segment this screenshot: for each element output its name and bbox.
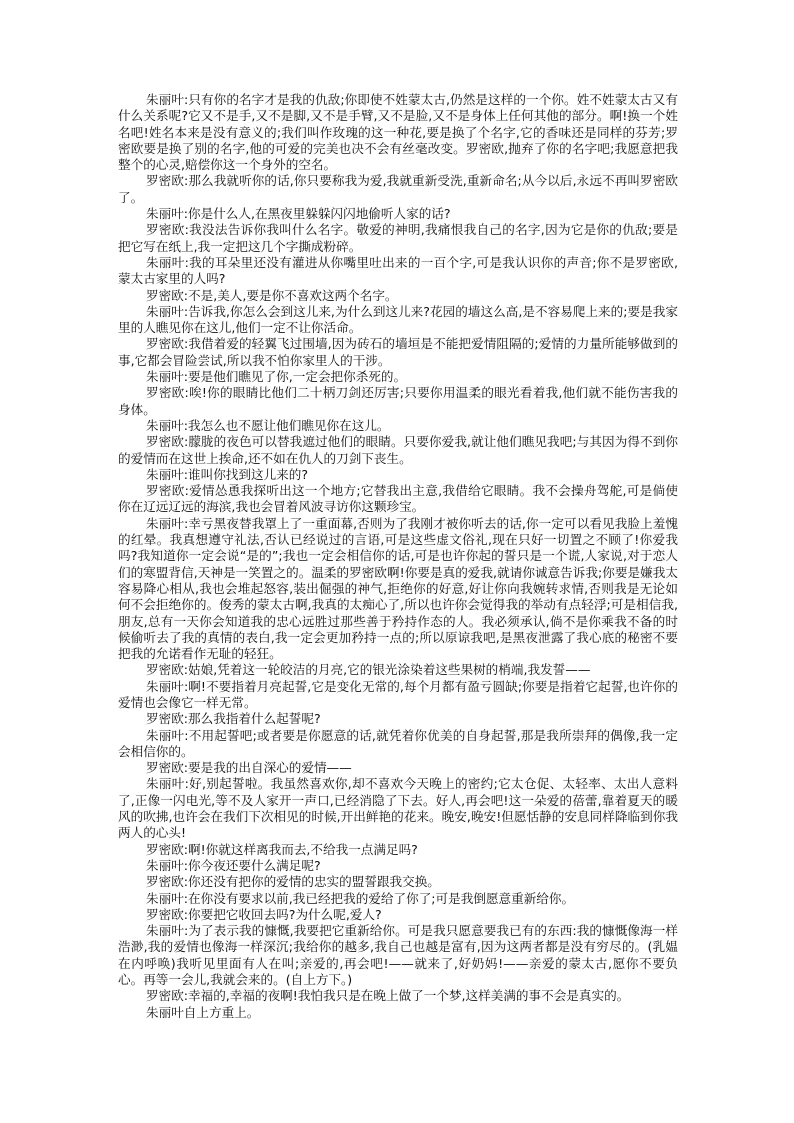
paragraph: 朱丽叶:我的耳朵里还没有灌进从你嘴里吐出来的一百个字,可是我认识你的声音;你不是罗密欧,蒙太古家里的人吗? <box>118 254 678 287</box>
paragraph: 罗密欧:你要把它收回去吗?为什么呢,爱人? <box>146 906 382 922</box>
paragraph: 朱丽叶:在你没有要求以前,我已经把我的爱给了你了;可是我倒愿意重新给你。 <box>146 890 575 906</box>
paragraph: 朱丽叶自上方重上。 <box>146 1004 260 1020</box>
paragraph: 朱丽叶:要是他们瞧见了你,一定会把你杀死的。 <box>146 369 407 385</box>
paragraph: 罗密欧:朦胧的夜色可以替我遮过他们的眼睛。只要你爱我,就让他们瞧见我吧;与其因为得不到你的爱情而在这世上挨命,还不如在仇人的刀剑下丧生。 <box>118 434 678 466</box>
paragraph: 朱丽叶:你是什么人,在黑夜里躲躲闪闪地偷听人家的话? <box>146 206 451 222</box>
document-page <box>118 92 678 1021</box>
paragraph: 罗密欧:啊!你就这样离我而去,不给我一点满足吗? <box>146 841 418 857</box>
paragraph: 朱丽叶:幸亏黑夜替我罩上了一重面幕,否则为了我刚才被你听去的话,你一定可以看见我脸上羞愧的红晕。我真想遵守礼法,否认已经说过的言语,可是这些虚文俗礼,现在只好一切置之不顾了!你爱我吗?我知道你一定会说“是的”;我也一定会相信你的话,可是也许你起的誓只是一个谎,人家说,对于恋人们的寒盟背信,天神是一笑置之的。温柔的罗密欧啊!你要是真的爱我,就请你诚意告诉我;你要是嫌我太容易降心相从,我也会堆起怒容,装出倔强的神气,拒绝你的好意,好让你向我婉转求情,否则我是无论如何不会拒绝你的。俊秀的蒙太古啊,我真的太痴心了,所以也许你会觉得我的举动有点轻浮;可是相信我,朋友,总有一天你会知道我的忠心远胜过那些善于矜持作态的人。我必须承认,倘不是你乘我不备的时候偷听去了我的真情的表白,我一定会更加矜持一点的;所以原谅我吧,是黑夜泄露了我心底的秘密不要把我的允诺看作无耻的轻狂。 <box>118 515 678 662</box>
paragraph: 罗密欧:我没法告诉你我叫什么名字。敬爱的神明,我痛恨我自己的名字,因为它是你的仇敌;要是把它写在纸上,我一定把这几个字撕成粉碎。 <box>118 222 678 254</box>
paragraph: 朱丽叶:我怎么也不愿让他们瞧见你在这儿。 <box>146 417 390 433</box>
paragraph: 罗密欧:姑娘,凭着这一轮皎洁的月亮,它的银光涂染着这些果树的梢端,我发誓—— <box>146 662 591 678</box>
paragraph: 朱丽叶:告诉我,你怎么会到这儿来,为什么到这儿来?花园的墙这么高,是不容易爬上来的;要是我家里的人瞧见你在这儿,他们一定不让你活命。 <box>118 303 678 336</box>
paragraph: 朱丽叶:谁叫你找到这儿来的? <box>146 466 309 482</box>
paragraph: 罗密欧:幸福的,幸福的夜啊!我怕我只是在晚上做了一个梦,这样美满的事不会是真实的。 <box>146 988 630 1004</box>
paragraph: 朱丽叶:不用起誓吧;或者要是你愿意的话,就凭着你优美的自身起誓,那是我所崇拜的偶像,我一定会相信你的。 <box>118 727 678 759</box>
paragraph: 罗密欧:爱情怂恿我探听出这一个地方;它替我出主意,我借给它眼睛。我不会操舟驾舵,可是倘使你在辽远辽远的海滨,我也会冒着风波寻访你这颗珍宝。 <box>118 483 678 515</box>
paragraph: 罗密欧:那么我指着什么起誓呢? <box>146 711 321 727</box>
paragraph: 罗密欧:我借着爱的轻翼飞过围墙,因为砖石的墙垣是不能把爱情阻隔的;爱情的力量所能够做到的事,它都会冒险尝试,所以我不怕你家里人的干涉。 <box>118 336 678 368</box>
paragraph: 朱丽叶:好,别起誓啦。我虽然喜欢你,却不喜欢今天晚上的密约;它太仓促、太轻率、太出人意料了,正像一闪电光,等不及人家开一声口,已经消隐了下去。好人,再会吧!这一朵爱的蓓蕾,靠着夏天的暖风的吹拂,也许会在我们下次相见的时候,开出鲜艳的花来。晚安,晚安!但愿恬静的安息同样降临到你我两人的心头! <box>118 776 678 841</box>
paragraph: 罗密欧:要是我的出自深心的爱情—— <box>146 760 352 776</box>
paragraph: 朱丽叶:只有你的名字才是我的仇敌;你即使不姓蒙太古,仍然是这样的一个你。姓不姓蒙太古又有什么关系呢?它又不是手,又不是脚,又不是手臂,又不是脸,又不是身体上任何其他的部分。啊!换一个姓名吧!姓名本来是没有意义的;我们叫作玫瑰的这一种花,要是换了个名字,它的香味还是同样的芬芳;罗密欧要是换了别的名字,他的可爱的完美也决不会有丝毫改变。罗密欧,抛弃了你的名字吧;我愿意把我整个的心灵,赔偿你这一个身外的空名。 <box>118 92 678 173</box>
paragraph: 朱丽叶:为了表示我的慷慨,我要把它重新给你。可是我只愿意要我已有的东西:我的慷慨像海一样浩渺,我的爱情也像海一样深沉;我给你的越多,我自己也越是富有,因为这两者都是没有穷尽的。(乳媪在内呼唤)我听见里面有人在叫;亲爱的,再会吧!——就来了,好奶妈!——亲爱的蒙太古,愿你不要负心。再等一会儿,我就会来的。(自上方下。) <box>118 923 678 988</box>
paragraph: 罗密欧:那么我就听你的话,你只要称我为爱,我就重新受洗,重新命名;从今以后,永远不再叫罗密欧了。 <box>118 173 678 205</box>
paragraph: 罗密欧:不是,美人,要是你不喜欢这两个名字。 <box>146 287 398 303</box>
paragraph: 朱丽叶:啊!不要指着月亮起誓,它是变化无常的,每个月都有盈亏圆缺;你要是指着它起誓,也许你的爱情也会像它一样无常。 <box>118 678 678 710</box>
paragraph: 罗密欧:你还没有把你的爱情的忠实的盟誓跟我交换。 <box>146 874 440 890</box>
paragraph: 朱丽叶:你今夜还要什么满足呢? <box>146 857 321 873</box>
paragraph: 罗密欧:唉!你的眼睛比他们二十柄刀剑还厉害;只要你用温柔的眼光看着我,他们就不能伤害我的身体。 <box>118 385 678 417</box>
